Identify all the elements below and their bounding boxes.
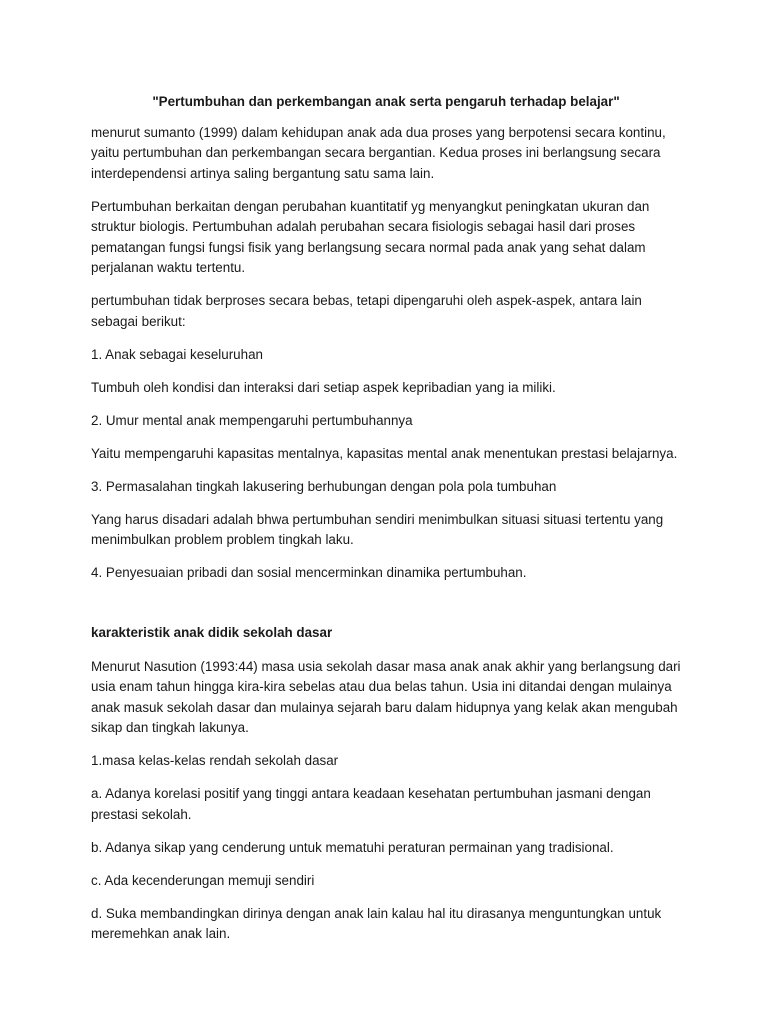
paragraph: Pertumbuhan berkaitan dengan perubahan kuantitatif yg menyangkut peningkatan ukuran dan struktur biologis. Pertumbuhan adalah perubahan secara fisiologis sebagai hasil dari proses pematangan fungsi fungsi fisik yang berlangsung secara normal pada anak yang sehat dalam perjalanan waktu tertentu.	[91, 198, 650, 275]
list-item: 3. Permasalahan tingkah lakusering berhubungan dengan pola pola tumbuhan	[91, 478, 557, 494]
paragraph: pertumbuhan tidak berproses secara bebas, tetapi dipengaruhi oleh aspek-aspek, antara lain sebagai berikut:	[91, 293, 642, 329]
list-item-description: Yaitu mempengaruhi kapasitas mentalnya, kapasitas mental anak menentukan prestasi belajarnya.	[91, 445, 678, 461]
list-item-description: Yang harus disadari adalah bhwa pertumbuhan sendiri menimbulkan situasi situasi tertentu yang menimbulkan problem problem tingkah laku.	[91, 511, 664, 547]
list-item: 1. Anak sebagai keseluruhan	[91, 346, 263, 362]
document-title: "Pertumbuhan dan perkembangan anak serta pengaruh terhadap belajar"	[152, 94, 620, 109]
list-item: a. Adanya korelasi positif yang tinggi antara keadaan kesehatan pertumbuhan jasmani dengan prestasi sekolah.	[91, 786, 651, 822]
list-item: 2. Umur mental anak mempengaruhi pertumbuhannya	[91, 412, 413, 428]
list-item-description: Tumbuh oleh kondisi dan interaksi dari setiap aspek kepribadian yang ia miliki.	[91, 379, 556, 395]
list-item: d. Suka membandingkan dirinya dengan anak lain kalau hal itu dirasanya menguntungkan untuk meremehkan anak lain.	[91, 905, 662, 941]
document-body	[91, 92, 681, 957]
list-item: c. Ada kecenderungan memuji sendiri	[91, 872, 315, 888]
paragraph: menurut sumanto (1999) dalam kehidupan anak ada dua proses yang berpotensi secara kontinu, yaitu pertumbuhan dan perkembangan secara bergantian. Kedua proses ini berlangsung secara interdependensi artinya saling bergantung satu sama lain.	[91, 124, 666, 181]
section-spacer	[91, 596, 681, 623]
paragraph: Menurut Nasution (1993:44) masa usia sekolah dasar masa anak anak akhir yang berlangsung dari usia enam tahun hingga kira-kira sebelas atau dua belas tahun. Usia ini ditandai dengan mulainya anak masuk sekolah dasar dan mulainya sejarah baru dalam hidupnya yang kelak akan mengubah sikap dan tingkah lakunya.	[91, 658, 681, 735]
subheading: 1.masa kelas-kelas rendah sekolah dasar	[91, 753, 339, 768]
section-heading: karakteristik anak didik sekolah dasar	[91, 625, 333, 640]
list-item: 4. Penyesuaian pribadi dan sosial mencerminkan dinamika pertumbuhan.	[91, 565, 527, 580]
list-item: b. Adanya sikap yang cenderung untuk mematuhi peraturan permainan yang tradisional.	[91, 839, 614, 855]
